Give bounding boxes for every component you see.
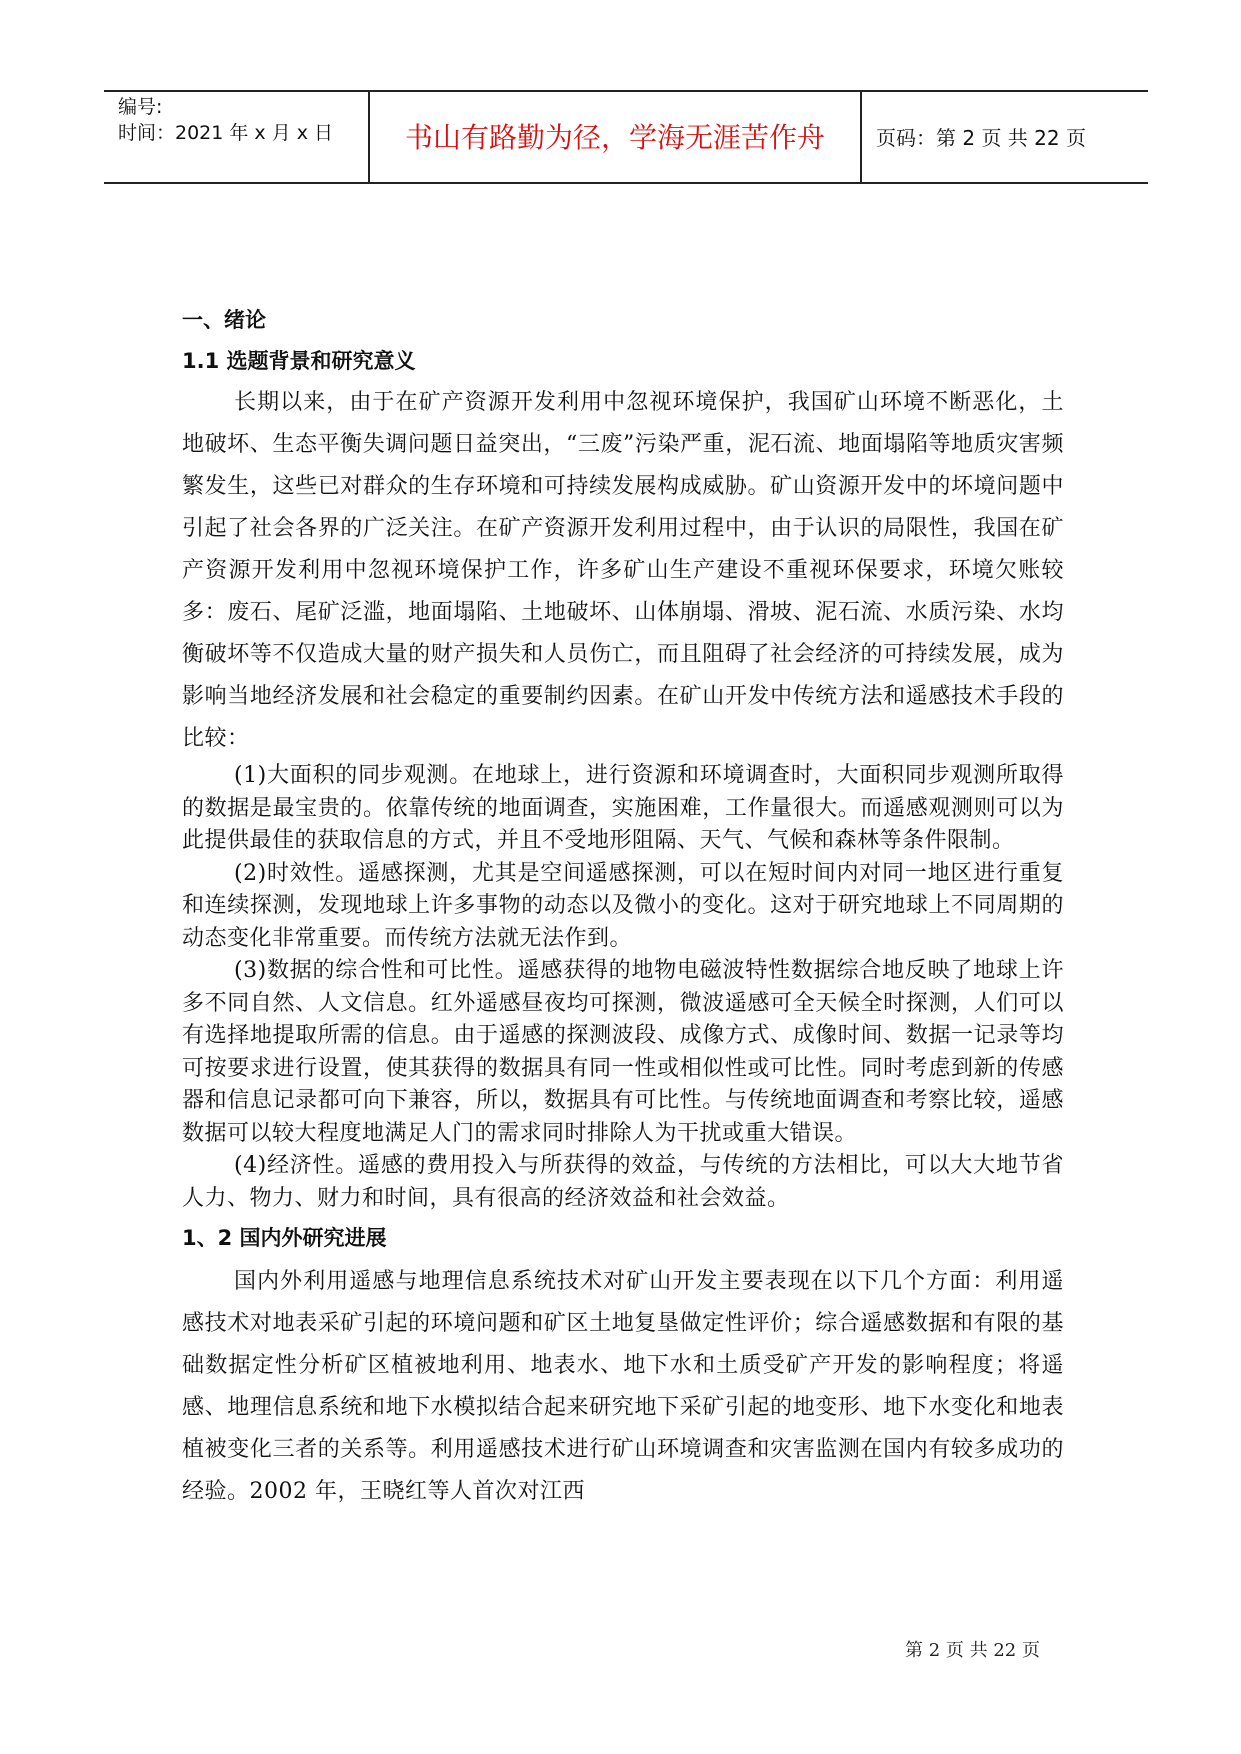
header-motto: 书山有路勤为径，学海无涯苦作舟 xyxy=(404,121,825,154)
list-item-3: (3)数据的综合性和可比性。遥感获得的地物电磁波特性数据综合地反映了地球上许多不同自然、人文信息。红外遥感昼夜均可探测，微波遥感可全天候全时探测，人们可以有选择地提取所需的信息。由于遥感的探测波段、成像方式、成像时间、数据一记录等均可按要求进行设置，使其获得的数据具有同一性或相似性或可比性。同时考虑到新的传感器和信息记录都可向下兼容，所以，数据具有可比性。与传统地面调查和考察比较，遥感数据可以较大程度地满足人门的需求同时排除人为干扰或重大错误。 xyxy=(182,958,1064,1146)
subsection-heading: 1、2 国内外研究进展 xyxy=(182,1226,387,1250)
page-footer: 第 2 页 共 22 页 xyxy=(905,1640,1040,1661)
list-item-4: (4)经济性。遥感的费用投入与所获得的效益，与传统的方法相比，可以大大地节省人力、物力、财力和时间，具有很高的经济效益和社会效益。 xyxy=(182,1153,1064,1211)
list-item-1: (1)大面积的同步观测。在地球上，进行资源和环境调查时，大面积同步观测所取得的数据是最宝贵的。依靠传统的地面调查，实施困难，工作量很大。而遥感观测则可以为此提供最佳的获取信息的方式，并且不受地形阻隔、天气、气候和森林等条件限制。 xyxy=(182,763,1064,853)
section-heading: 一、绪论 xyxy=(182,308,266,332)
header-divider xyxy=(860,92,862,182)
list-item-2: (2)时效性。遥感探测，尤其是空间遥感探测，可以在短时间内对同一地区进行重复和连续探测，发现地球上许多事物的动态以及微小的变化。这对于研究地球上不同周期的动态变化非常重要。而传统方法就无法作到。 xyxy=(182,860,1064,951)
header-page-info: 页码：第 2 页 共 22 页 xyxy=(876,125,1086,150)
subsection-heading: 1.1 选题背景和研究意义 xyxy=(182,349,416,373)
number-label: 编号: xyxy=(118,96,163,118)
header-meta xyxy=(118,94,333,146)
time-label: 时间：2021 年 x 月 x 日 xyxy=(118,122,334,144)
document-body xyxy=(182,300,1064,1513)
paragraph-background: 长期以来，由于在矿产资源开发利用中忽视环境保护，我国矿山环境不断恶化，土地破坏、生态平衡失调问题日益突出，“三废”污染严重，泥石流、地面塌陷等地质灾害频繁发生，这些已对群众的生存环境和可持续发展构成威胁。矿山资源开发中的坏境问题中引起了社会各界的广泛关注。在矿产资源开发利用过程中，由于认识的局限性，我国在矿产资源开发利用中忽视环境保护工作，许多矿山生产建设不重视环保要求，环境欠账较多：废石、尾矿泛滥，地面塌陷、土地破坏、山体崩塌、滑坡、泥石流、水质污染、水均衡破坏等不仅造成大量的财产损失和人员伤亡，而且阻碍了社会经济的可持续发展，成为影响当地经济发展和社会稳定的重要制约因素。在矿山开发中传统方法和遥感技术手段的比较： xyxy=(182,390,1064,751)
header-bottom-rule xyxy=(104,182,1148,184)
paragraph-progress: 国内外利用遥感与地理信息系统技术对矿山开发主要表现在以下几个方面：利用遥感技术对地表采矿引起的环境问题和矿区土地复垦做定性评价；综合遥感数据和有限的基础数据定性分析矿区植被地利用、地表水、地下水和土质受矿产开发的影响程度；将遥感、地理信息系统和地下水模拟结合起来研究地下采矿引起的地变形、地下水变化和地表植被变化三者的关系等。利用遥感技术进行矿山环境调查和灾害监测在国内有较多成功的经验。2002 年，王晓红等人首次对江西 xyxy=(182,1269,1064,1504)
document-header xyxy=(104,90,1148,184)
